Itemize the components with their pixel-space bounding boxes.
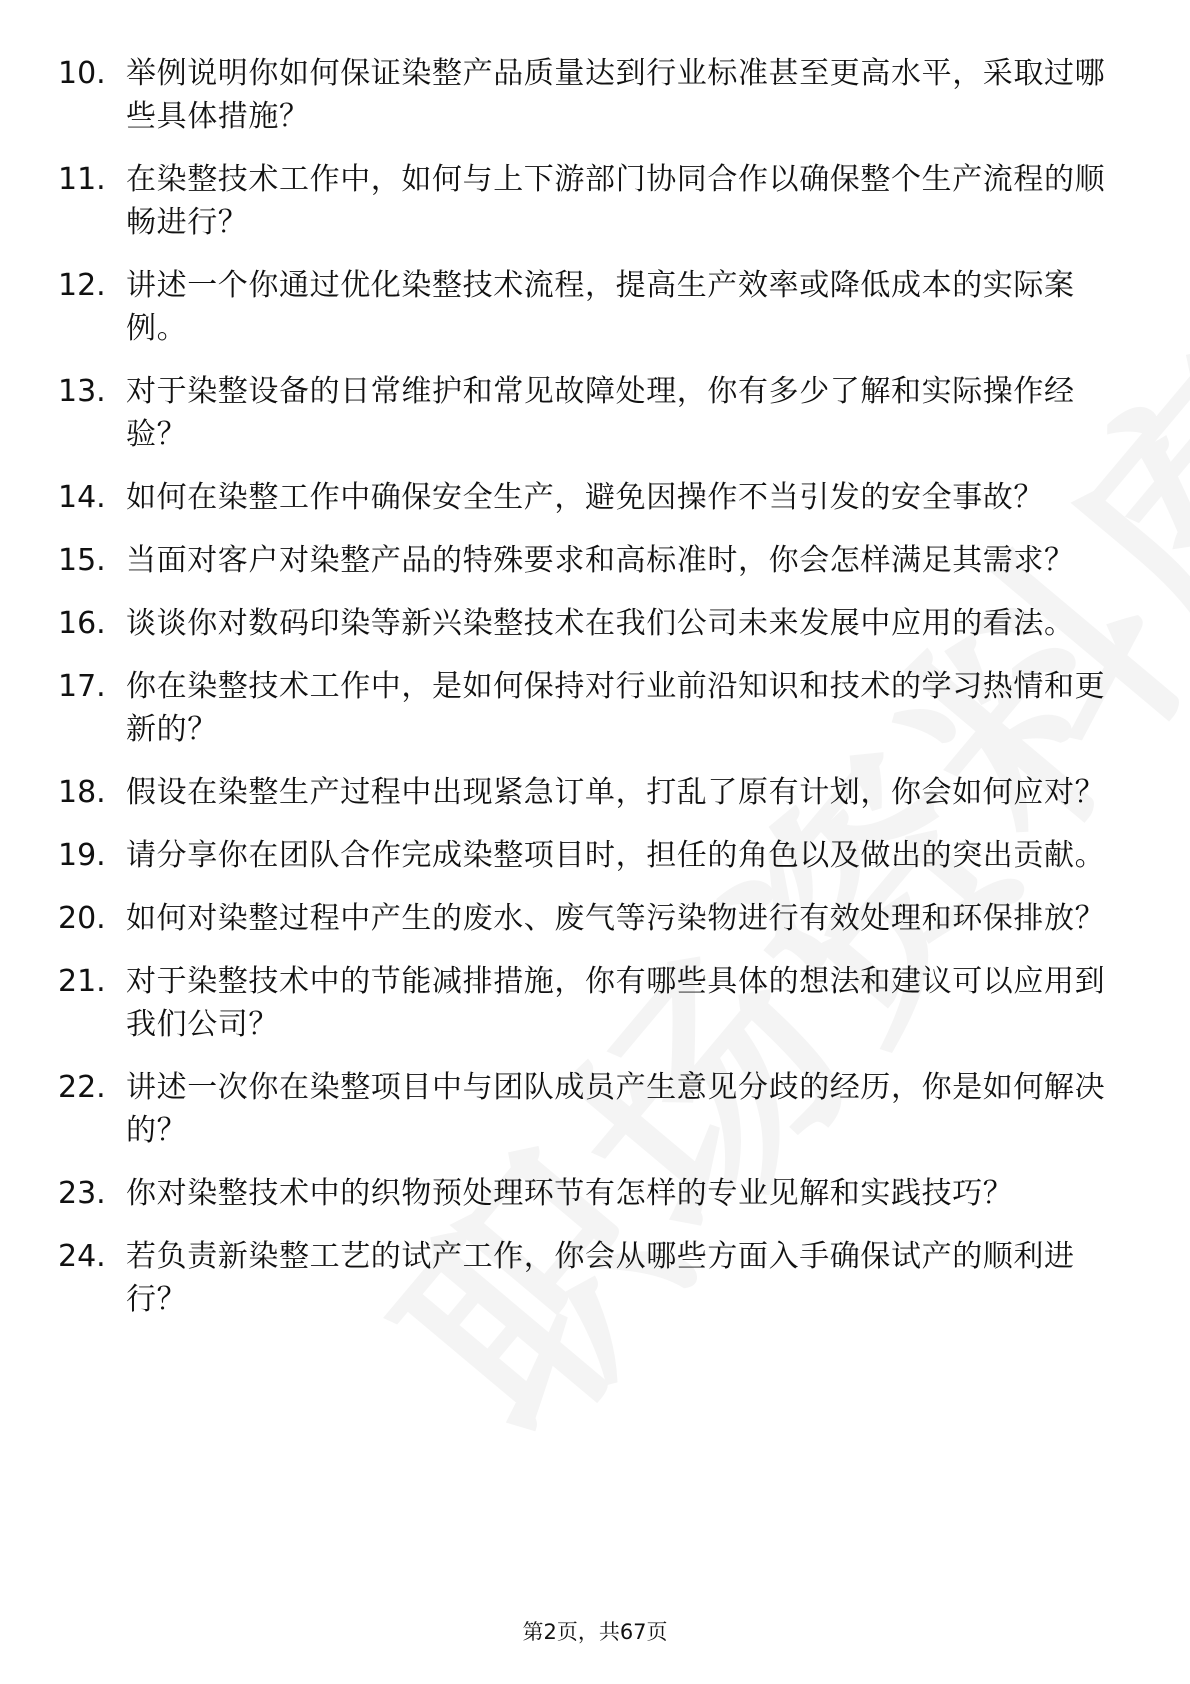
question-item	[58, 158, 1118, 244]
question-item	[58, 52, 1118, 138]
question-text: 对于染整技术中的节能减排措施，你有哪些具体的想法和建议可以应用到我们公司？	[126, 964, 1106, 1042]
question-number: 12.	[58, 268, 106, 303]
question-text: 讲述一个你通过优化染整技术流程，提高生产效率或降低成本的实际案例。	[126, 268, 1075, 346]
question-number: 15.	[58, 543, 106, 578]
question-item	[58, 960, 1118, 1046]
question-number: 16.	[58, 606, 106, 641]
question-number: 19.	[58, 838, 106, 873]
question-number: 22.	[58, 1070, 106, 1105]
question-number: 18.	[58, 775, 106, 810]
question-item	[58, 370, 1118, 456]
question-text: 你在染整技术工作中，是如何保持对行业前沿知识和技术的学习热情和更新的？	[126, 669, 1106, 747]
question-text: 讲述一次你在染整项目中与团队成员产生意见分歧的经历，你是如何解决的？	[126, 1070, 1106, 1148]
question-text: 如何在染整工作中确保安全生产，避免因操作不当引发的安全事故？	[126, 480, 1044, 515]
page-footer: 第2页，共67页	[522, 1620, 668, 1644]
question-text: 假设在染整生产过程中出现紧急订单，打乱了原有计划，你会如何应对？	[126, 775, 1106, 810]
question-item	[58, 264, 1118, 350]
question-list	[58, 52, 1118, 1341]
question-number: 10.	[58, 56, 106, 91]
question-number: 17.	[58, 669, 106, 704]
question-number: 23.	[58, 1176, 106, 1211]
question-item	[58, 834, 1118, 877]
question-item	[58, 602, 1118, 645]
question-item	[58, 1235, 1118, 1321]
question-text: 谈谈你对数码印染等新兴染整技术在我们公司未来发展中应用的看法。	[126, 606, 1075, 641]
question-text: 请分享你在团队合作完成染整项目时，担任的角色以及做出的突出贡献。	[126, 838, 1106, 873]
question-number: 24.	[58, 1239, 106, 1274]
question-text: 你对染整技术中的织物预处理环节有怎样的专业见解和实践技巧？	[126, 1176, 1014, 1211]
question-text: 对于染整设备的日常维护和常见故障处理，你有多少了解和实际操作经验？	[126, 374, 1075, 452]
question-item	[58, 897, 1118, 940]
question-item	[58, 1066, 1118, 1152]
question-item	[58, 476, 1118, 519]
question-item	[58, 539, 1118, 582]
question-text: 当面对客户对染整产品的特殊要求和高标准时，你会怎样满足其需求？	[126, 543, 1075, 578]
question-number: 13.	[58, 374, 106, 409]
question-number: 14.	[58, 480, 106, 515]
question-text: 如何对染整过程中产生的废水、废气等污染物进行有效处理和环保排放？	[126, 901, 1106, 936]
question-number: 21.	[58, 964, 106, 999]
question-item	[58, 771, 1118, 814]
question-item	[58, 665, 1118, 751]
question-item	[58, 1172, 1118, 1215]
question-text: 若负责新染整工艺的试产工作，你会从哪些方面入手确保试产的顺利进行？	[126, 1239, 1075, 1317]
question-number: 20.	[58, 901, 106, 936]
question-text: 在染整技术工作中，如何与上下游部门协同合作以确保整个生产流程的顺畅进行？	[126, 162, 1106, 240]
question-number: 11.	[58, 162, 106, 197]
question-text: 举例说明你如何保证染整产品质量达到行业标准甚至更高水平，采取过哪些具体措施？	[126, 56, 1106, 134]
